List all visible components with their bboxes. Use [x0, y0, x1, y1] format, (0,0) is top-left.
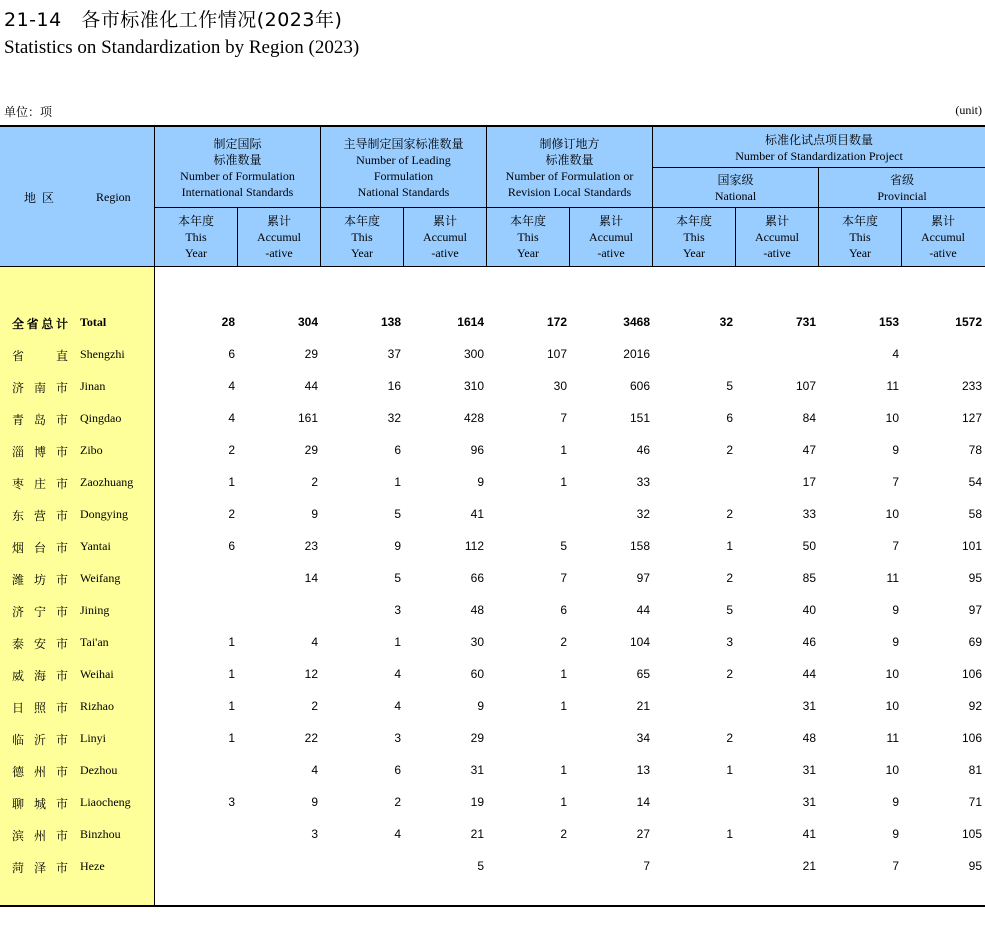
table-row	[0, 787, 985, 819]
table-cell: 9	[477, 699, 484, 713]
table-cell: 9	[311, 795, 318, 809]
region-name-en: Zaozhuang	[80, 475, 134, 489]
table-cell: 2	[726, 667, 733, 681]
region-name-cn: 枣 庄 市	[12, 477, 68, 491]
table-cell: 84	[802, 411, 816, 425]
table-cell: 41	[802, 827, 816, 841]
table-cell: 1	[228, 667, 235, 681]
table-cell: 29	[470, 731, 484, 745]
table-cell: 1	[726, 827, 733, 841]
table-cell: 66	[470, 571, 484, 585]
table-cell: 30	[553, 379, 567, 393]
table-cell: 7	[560, 411, 567, 425]
table-cell: 2016	[623, 347, 650, 361]
table-cell: 9	[892, 635, 899, 649]
table-cell: 1	[560, 699, 567, 713]
table-cell: 106	[961, 731, 982, 745]
table-cell: 54	[968, 475, 982, 489]
table-cell: 5	[560, 539, 567, 553]
table-row-total	[0, 307, 985, 339]
table-cell: 5	[726, 379, 733, 393]
table-cell: 3468	[623, 315, 650, 329]
table-cell: 31	[802, 699, 816, 713]
header-bottom-line	[0, 266, 985, 267]
header-this-year: 本年度 This Year	[509, 214, 546, 260]
table-cell: 1	[228, 475, 235, 489]
region-name-en: Linyi	[80, 731, 106, 745]
table-cell: 69	[968, 635, 982, 649]
table-row	[0, 595, 985, 627]
table-row	[0, 851, 985, 883]
table-cell: 14	[304, 571, 318, 585]
table-cell: 10	[885, 507, 899, 521]
header-this-year: 本年度 This Year	[343, 214, 380, 260]
table-cell: 44	[802, 667, 816, 681]
table-cell: 1	[394, 475, 401, 489]
table-cell: 233	[961, 379, 982, 393]
table-cell: 127	[961, 411, 982, 425]
table-cell: 1	[726, 539, 733, 553]
table-cell: 4	[892, 347, 899, 361]
table-cell: 21	[636, 699, 650, 713]
region-name-en: Dongying	[80, 507, 128, 521]
table-cell: 29	[304, 443, 318, 457]
table-cell: 11	[886, 379, 899, 393]
table-cell: 5	[726, 603, 733, 617]
table-row	[0, 819, 985, 851]
table-cell: 428	[463, 411, 484, 425]
table-cell: 78	[968, 443, 982, 457]
table-cell: 1	[560, 795, 567, 809]
table-cell: 23	[304, 539, 318, 553]
table-cell: 1	[560, 667, 567, 681]
table-cell: 48	[802, 731, 816, 745]
header-group-international: 制定国际 标准数量 Number of Formulation International Standards	[180, 136, 295, 199]
table-cell: 1	[726, 763, 733, 777]
table-cell: 5	[394, 571, 401, 585]
table-cell: 1	[560, 475, 567, 489]
table-cell: 310	[463, 379, 484, 393]
table-cell: 2	[726, 443, 733, 457]
header-region-en: Region	[96, 190, 131, 204]
region-name-cn: 全 省 总 计	[12, 317, 68, 331]
table-cell: 95	[968, 571, 982, 585]
table-cell: 7	[643, 859, 650, 873]
table-cell: 65	[636, 667, 650, 681]
table-cell: 4	[394, 827, 401, 841]
table-cell: 9	[892, 827, 899, 841]
table-cell: 304	[297, 315, 318, 329]
table-cell: 71	[968, 795, 982, 809]
table-cell: 7	[892, 539, 899, 553]
table-cell: 3	[228, 795, 235, 809]
region-name-cn: 临 沂 市	[12, 733, 68, 747]
table-cell: 81	[968, 763, 982, 777]
table-cell: 6	[394, 443, 401, 457]
table-cell: 58	[968, 507, 982, 521]
table-cell: 46	[802, 635, 816, 649]
table-cell: 112	[464, 539, 484, 553]
table-cell: 47	[802, 443, 816, 457]
table-cell: 1572	[955, 315, 982, 329]
table-cell: 5	[394, 507, 401, 521]
table-cell: 13	[636, 763, 650, 777]
header-cumulative: 累计 Accumul -ative	[257, 214, 301, 260]
table-cell: 7	[560, 571, 567, 585]
table-cell: 107	[795, 379, 816, 393]
table-cell: 2	[228, 443, 235, 457]
table-cell: 4	[394, 699, 401, 713]
table-cell: 2	[726, 731, 733, 745]
header-this-year: 本年度 This Year	[841, 214, 878, 260]
table-cell: 10	[885, 763, 899, 777]
table-cell: 40	[802, 603, 816, 617]
table-row	[0, 627, 985, 659]
region-name-en: Jining	[80, 603, 110, 617]
table-cell: 2	[228, 507, 235, 521]
table-cell: 10	[885, 667, 899, 681]
table-cell: 10	[885, 411, 899, 425]
table-cell: 138	[380, 315, 401, 329]
region-name-en: Dezhou	[80, 763, 118, 777]
table-cell: 19	[470, 795, 484, 809]
table-row	[0, 755, 985, 787]
region-name-cn: 聊 城 市	[12, 797, 68, 811]
table-cell: 6	[228, 347, 235, 361]
region-name-cn: 东 营 市	[12, 509, 68, 523]
table-cell: 1	[228, 635, 235, 649]
table-title-cn: 21-14 各市标准化工作情况(2023年)	[4, 9, 343, 31]
region-name-cn: 日 照 市	[12, 701, 68, 715]
table-cell: 27	[636, 827, 650, 841]
table-cell: 6	[394, 763, 401, 777]
region-name-en: Liaocheng	[80, 795, 131, 809]
header-subgroup-national: 国家级 National	[714, 172, 757, 203]
region-name-en: Rizhao	[80, 699, 114, 713]
table-cell: 3	[394, 603, 401, 617]
table-cell: 33	[636, 475, 650, 489]
header-group-national: 主导制定国家标准数量 Number of Leading Formulation National Standards	[343, 136, 464, 199]
header-this-year: 本年度 This Year	[177, 214, 214, 260]
table-cell: 85	[802, 571, 816, 585]
table-cell: 10	[885, 699, 899, 713]
table-row	[0, 435, 985, 467]
table-cell: 32	[387, 411, 401, 425]
table-cell: 4	[228, 411, 235, 425]
table-cell: 97	[636, 571, 650, 585]
region-name-en: Shengzhi	[80, 347, 125, 361]
table-cell: 3	[726, 635, 733, 649]
table-row	[0, 499, 985, 531]
table-row	[0, 467, 985, 499]
table-cell: 7	[892, 859, 899, 873]
region-name-en: Binzhou	[80, 827, 121, 841]
table-row	[0, 339, 985, 371]
table-cell: 32	[636, 507, 650, 521]
table-row	[0, 659, 985, 691]
region-name-cn: 威 海 市	[12, 669, 68, 683]
table-cell: 153	[878, 315, 899, 329]
table-cell: 12	[304, 667, 318, 681]
header-subgroup-provincial: 省级 Provincial	[877, 172, 927, 203]
table-cell: 300	[463, 347, 484, 361]
table-row	[0, 371, 985, 403]
table-cell: 1	[560, 443, 567, 457]
region-name-cn: 淄 博 市	[12, 445, 68, 459]
table-cell: 11	[886, 571, 899, 585]
table-cell: 2	[726, 507, 733, 521]
table-cell: 6	[560, 603, 567, 617]
table-cell: 31	[802, 795, 816, 809]
header-cumulative: 累计 Accumul -ative	[755, 214, 799, 260]
region-name-en: Zibo	[80, 443, 103, 457]
table-cell: 9	[311, 507, 318, 521]
table-cell: 104	[629, 635, 650, 649]
table-cell: 14	[636, 795, 650, 809]
table-cell: 1	[560, 763, 567, 777]
table-cell: 30	[470, 635, 484, 649]
table-row	[0, 563, 985, 595]
table-cell: 46	[636, 443, 650, 457]
table-cell: 6	[228, 539, 235, 553]
table-cell: 1	[228, 699, 235, 713]
table-cell: 1614	[457, 315, 484, 329]
table-cell: 96	[470, 443, 484, 457]
region-name-cn: 济 宁 市	[12, 605, 68, 619]
region-name-en: Yantai	[80, 539, 111, 553]
region-name-cn: 潍 坊 市	[12, 573, 68, 587]
table-cell: 105	[961, 827, 982, 841]
table-cell: 4	[311, 635, 318, 649]
header-cumulative: 累计 Accumul -ative	[921, 214, 965, 260]
table-cell: 1	[394, 635, 401, 649]
region-name-cn: 济 南 市	[12, 381, 68, 395]
table-cell: 2	[394, 795, 401, 809]
table-cell: 31	[802, 763, 816, 777]
table-cell: 97	[968, 603, 982, 617]
region-name-cn: 泰 安 市	[12, 637, 68, 651]
table-cell: 60	[470, 667, 484, 681]
region-name-cn: 青 岛 市	[12, 413, 68, 427]
table-cell: 2	[560, 827, 567, 841]
table-cell: 1	[228, 731, 235, 745]
table-cell: 606	[629, 379, 650, 393]
table-cell: 92	[968, 699, 982, 713]
table-cell: 28	[221, 315, 235, 329]
region-name-en: Total	[80, 315, 107, 329]
table-cell: 4	[394, 667, 401, 681]
table-cell: 101	[961, 539, 982, 553]
header-this-year: 本年度 This Year	[675, 214, 712, 260]
bottom-rule	[0, 905, 985, 907]
table-cell: 172	[546, 315, 567, 329]
table-cell: 2	[726, 571, 733, 585]
table-cell: 3	[311, 827, 318, 841]
table-cell: 11	[886, 731, 899, 745]
table-cell: 6	[726, 411, 733, 425]
table-cell: 9	[892, 603, 899, 617]
header-cumulative: 累计 Accumul -ative	[423, 214, 467, 260]
table-row	[0, 691, 985, 723]
table-cell: 2	[311, 699, 318, 713]
table-cell: 731	[795, 315, 816, 329]
table-cell: 34	[636, 731, 650, 745]
table-cell: 5	[477, 859, 484, 873]
header-group-local: 制修订地方 标准数量 Number of Formulation or Revision Local Standards	[505, 136, 634, 199]
table-cell: 44	[304, 379, 318, 393]
region-name-en: Weifang	[80, 571, 121, 585]
header-cumulative: 累计 Accumul -ative	[589, 214, 633, 260]
table-cell: 44	[636, 603, 650, 617]
region-name-cn: 烟 台 市	[12, 541, 68, 555]
table-cell: 32	[719, 315, 733, 329]
table-cell: 106	[961, 667, 982, 681]
region-name-cn: 省 直	[12, 349, 68, 363]
table-cell: 33	[802, 507, 816, 521]
table-cell: 9	[394, 539, 401, 553]
region-name-cn: 德 州 市	[12, 765, 68, 779]
region-name-en: Heze	[80, 859, 105, 873]
region-name-cn: 菏 泽 市	[12, 861, 68, 875]
table-cell: 21	[802, 859, 816, 873]
table-cell: 7	[892, 475, 899, 489]
table-cell: 3	[394, 731, 401, 745]
region-name-en: Tai'an	[80, 635, 109, 649]
table-cell: 2	[560, 635, 567, 649]
table-cell: 48	[470, 603, 484, 617]
region-name-en: Qingdao	[80, 411, 122, 425]
region-name-en: Weihai	[80, 667, 114, 681]
table-cell: 4	[311, 763, 318, 777]
table-cell: 95	[968, 859, 982, 873]
table-row	[0, 531, 985, 563]
table-cell: 29	[304, 347, 318, 361]
table-cell: 151	[629, 411, 650, 425]
region-name-en: Jinan	[80, 379, 106, 393]
table-cell: 161	[297, 411, 318, 425]
table-cell: 50	[802, 539, 816, 553]
table-cell: 9	[892, 795, 899, 809]
table-cell: 37	[387, 347, 401, 361]
table-cell: 41	[470, 507, 484, 521]
table-cell: 2	[311, 475, 318, 489]
table-cell: 31	[470, 763, 484, 777]
table-row	[0, 403, 985, 435]
table-cell: 9	[892, 443, 899, 457]
region-name-cn: 滨 州 市	[12, 829, 68, 843]
unit-label-cn: 单位：项	[4, 105, 53, 119]
header-group-pilot: 标准化试点项目数量 Number of Standardization Project	[735, 132, 903, 163]
table-title-en: Statistics on Standardization by Region (2023)	[4, 37, 360, 58]
table-cell: 158	[629, 539, 650, 553]
table-cell: 107	[546, 347, 567, 361]
unit-label-en: (unit)	[955, 103, 982, 117]
table-cell: 22	[304, 731, 318, 745]
header-region-cn: 地区	[24, 191, 61, 205]
table-cell: 4	[228, 379, 235, 393]
table-row	[0, 723, 985, 755]
table-cell: 16	[387, 379, 401, 393]
table-cell: 21	[470, 827, 484, 841]
table-cell: 9	[477, 475, 484, 489]
top-rule	[0, 125, 985, 127]
table-cell: 17	[802, 475, 816, 489]
